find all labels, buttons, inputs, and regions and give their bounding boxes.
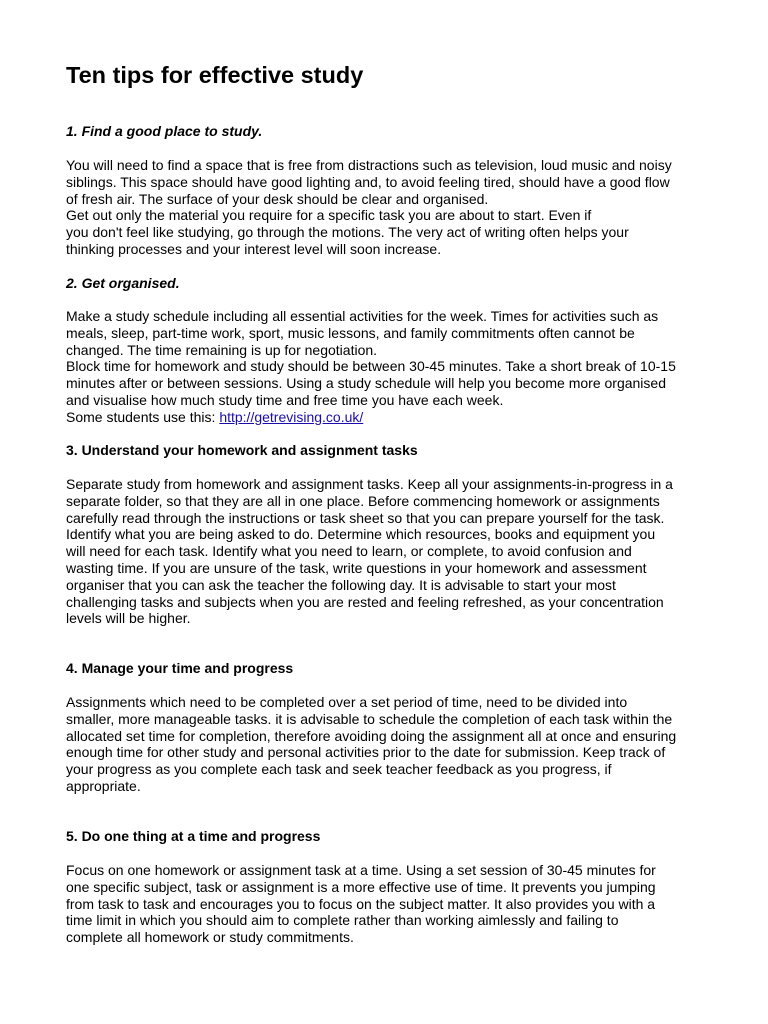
section-4-line: smaller, more manageable tasks. it is advisable to schedule the completion of each task within the: [66, 710, 673, 727]
section-1-line: Get out only the material you require for a specific task you are about to start. Even if: [66, 207, 592, 224]
section-1-line: of fresh air. The surface of your desk should be clear and organised.: [66, 190, 489, 207]
section-2-body: [66, 308, 676, 426]
section-5-body: [66, 862, 656, 946]
section-3-line: Identify what you are being asked to do. Determine which resources, books and equipment you: [66, 526, 656, 543]
section-3-heading: 3. Understand your homework and assignment tasks: [66, 442, 418, 458]
section-3-line: organiser that you can ask the teacher the following day. It is advisable to start your most: [66, 576, 616, 593]
section-3-line: carefully read through the instructions or task sheet so that you can prepare yourself for the task.: [66, 509, 665, 526]
section-3-line: levels will be higher.: [66, 610, 191, 627]
getrevising-link[interactable]: http://getrevising.co.uk/: [219, 408, 364, 425]
link-line: [66, 409, 676, 426]
section-4-line: allocated set time for completion, therefore avoiding doing the assignment all at once and ensuring: [66, 727, 677, 744]
section-2-line: minutes after or between sessions. Using a study schedule will help you become more organised: [66, 375, 666, 392]
section-5-line: complete all homework or study commitments.: [66, 929, 354, 946]
section-2-heading: 2. Get organised.: [66, 275, 180, 291]
section-5-line: time limit in which you should aim to complete rather than working aimlessly and failing to: [66, 912, 619, 929]
section-3-line: will need for each task. Identify what you need to learn, or complete, to avoid confusion and: [66, 543, 632, 560]
section-1-line: you don't feel like studying, go through the motions. The very act of writing often helps your: [66, 224, 629, 241]
section-4-line: Assignments which need to be completed over a set period of time, need to be divided into: [66, 694, 628, 710]
section-2-line: changed. The time remaining is up for negotiation.: [66, 341, 378, 358]
section-5-heading: 5. Do one thing at a time and progress: [66, 828, 321, 844]
section-3-line: separate folder, so that they are all in one place. Before commencing homework or assignments: [66, 492, 660, 509]
section-1-line: thinking processes and your interest level will soon increase.: [66, 240, 442, 257]
link-prefix: Some students use this:: [66, 408, 220, 425]
section-4-line: your progress as you complete each task and seek teacher feedback as you progress, if: [66, 761, 612, 778]
section-2-line: meals, sleep, part-time work, sport, music lessons, and family commitments often cannot be: [66, 324, 635, 341]
section-5-line: one specific subject, task or assignment is a more effective use of time. It prevents you jumping: [66, 878, 656, 895]
section-3-body: [66, 476, 673, 627]
section-4-heading: 4. Manage your time and progress: [66, 660, 294, 676]
section-2-line: Make a study schedule including all essential activities for the week. Times for activities such as: [66, 308, 659, 324]
section-2-line: and visualise how much study time and free time you have each week.: [66, 391, 504, 408]
section-5-line: Focus on one homework or assignment task at a time. Using a set session of 30-45 minutes for: [66, 862, 656, 878]
section-1-line: You will need to find a space that is free from distractions such as television, loud music and noisy: [66, 157, 672, 173]
section-3-line: challenging tasks and subjects when you are rested and feeling refreshed, as your concentration: [66, 593, 664, 610]
document-title: Ten tips for effective study: [66, 62, 364, 88]
section-3-line: wasting time. If you are unsure of the task, write questions in your homework and assessment: [66, 559, 647, 576]
section-4-line: appropriate.: [66, 777, 141, 794]
section-1-line: siblings. This space should have good lighting and, to avoid feeling tired, should have a good flow: [66, 173, 670, 190]
section-2-line: Block time for homework and study should be between 30-45 minutes. Take a short break of 10-15: [66, 358, 676, 375]
section-4-line: enough time for other study and personal activities prior to the date for submission. Keep track of: [66, 744, 666, 761]
section-4-body: [66, 694, 676, 795]
section-1-heading: 1. Find a good place to study.: [66, 123, 263, 139]
section-5-line: from task to task and encourages you to focus on the subject matter. It also provides you with a: [66, 895, 656, 912]
section-1-body: [66, 157, 672, 258]
section-3-line: Separate study from homework and assignment tasks. Keep all your assignments-in-progress in a: [66, 476, 673, 492]
